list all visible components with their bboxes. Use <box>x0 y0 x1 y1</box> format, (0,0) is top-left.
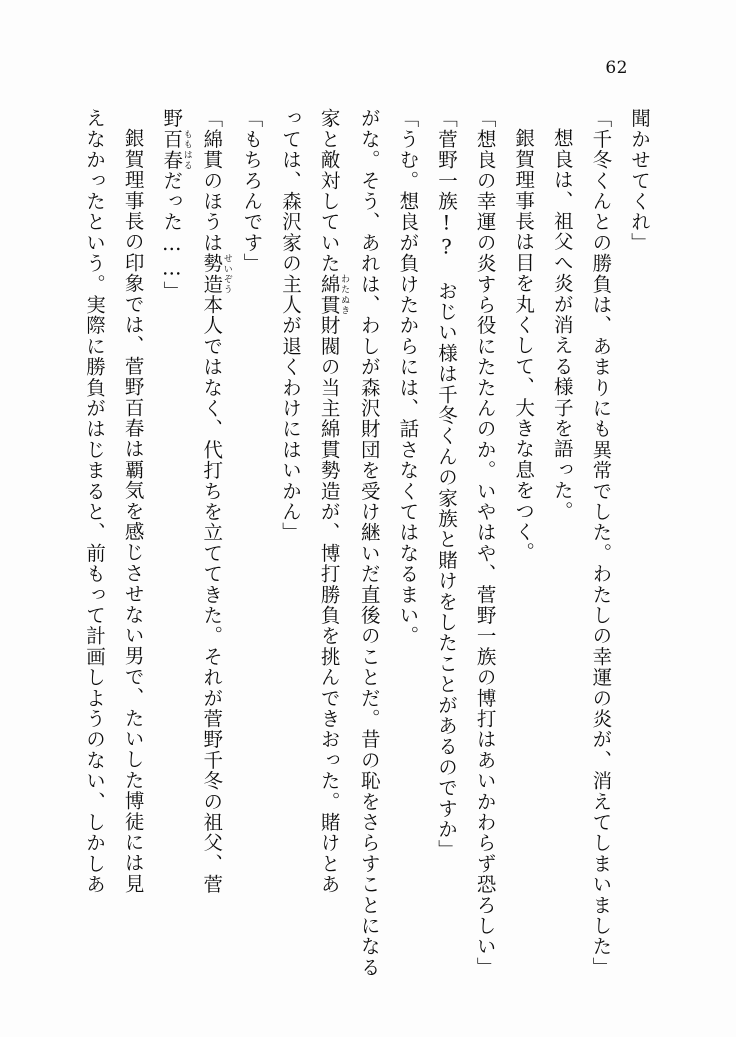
paragraph: えなかったという。実際に勝負がはじまると、前もって計画しようのない、しかしあ <box>82 108 106 895</box>
paragraph: 「綿貫のほうは勢造せいぞう本人ではなく、代打ちを立ててきた。それが菅野千冬の祖父、菅 <box>200 108 232 895</box>
paragraph: 「想良の幸運の炎すら役にたたんのか。いやはや、菅野一族の博打はあいかわらず恐ろしい」 <box>473 108 497 978</box>
paragraph: 聞かせてくれ」 <box>628 108 651 253</box>
ruby-annotation: 勢造せいぞう <box>200 252 232 295</box>
paragraph: 想良は、祖父へ炎が消える様子を語った。 <box>550 127 574 521</box>
paragraph: 銀賀理事長の印象では、菅野百春は覇気を感じさせない男で、たいした博徒には見 <box>121 127 145 894</box>
paragraph: がな。そう、あれは、わしが森沢財団を受け継いだ直後のことだ。昔の恥をさらすことになる <box>357 108 381 978</box>
paragraph: っては、森沢家の主人が退くわけにはいかん」 <box>279 108 303 543</box>
ruby-annotation: 綿貫わたぬき <box>317 273 350 316</box>
paragraph: 「千冬くんとの勝負は、あまりにも異常でした。わたしの幸運の炎が、消えてしまいました」 <box>589 108 613 978</box>
paragraph: 銀賀理事長は目を丸くして、大きな息をつく。 <box>512 127 536 563</box>
paragraph: 野百春ももはるだった……」 <box>160 108 192 302</box>
body-text-vertical <box>62 108 658 985</box>
ruby-annotation: 百春ももはる <box>160 128 192 171</box>
paragraph: 家と敵対していた綿貫わたぬき財閥の当主綿貫勢造が、博打勝負を挑んできおった。賭けとあ <box>317 108 350 895</box>
paragraph: 「もちろんです」 <box>240 108 264 274</box>
page-number: 62 <box>605 58 628 78</box>
paragraph: 「うむ。想良が負けたからには、話さなくてはなるまい。 <box>396 108 420 647</box>
paragraph: 「菅野一族!? おじい様は千冬くんの家族と賭けをしたことがあるのですか」 <box>434 108 458 861</box>
